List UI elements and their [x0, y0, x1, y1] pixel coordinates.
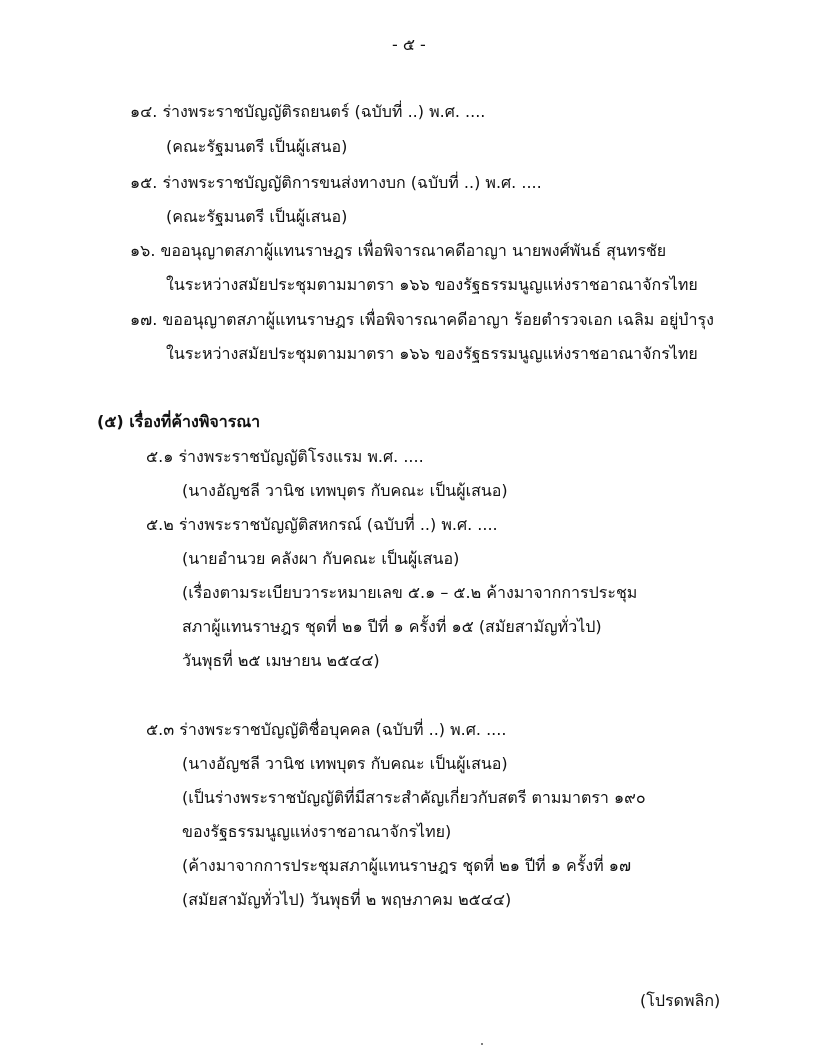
- agenda-item-17-title: ๑๗. ขออนุญาตสภาผู้แทนราษฎร เพื่อพิจารณาคดีอาญา ร้อยตำรวจเอก เฉลิม อยู่บำรุง: [130, 310, 714, 329]
- scan-mark: [481, 1043, 483, 1045]
- agenda-item-5-2-proposer: (นายอำนวย คลังผา กับคณะ เป็นผู้เสนอ): [182, 549, 460, 568]
- agenda-item-5-3-note-line-3: (ค้างมาจากการประชุมสภาผู้แทนราษฎร ชุดที่ ๒๑ ปีที่ ๑ ครั้งที่ ๑๗: [182, 856, 631, 875]
- agenda-item-5-3-proposer: (นางอัญชลี วานิช เทพบุตร กับคณะ เป็นผู้เสนอ): [182, 754, 508, 773]
- agenda-item-5-3-title: ๕.๓ ร่างพระราชบัญญัติชื่อบุคคล (ฉบับที่ ..) พ.ศ. ....: [146, 720, 507, 739]
- agenda-item-16-detail: ในระหว่างสมัยประชุมตามมาตรา ๑๖๖ ของรัฐธรรมนูญแห่งราชอาณาจักรไทย: [166, 275, 698, 294]
- agenda-item-5-2-title: ๕.๒ ร่างพระราชบัญญัติสหกรณ์ (ฉบับที่ ..) พ.ศ. ....: [146, 515, 498, 534]
- agenda-item-5-1-title: ๕.๑ ร่างพระราชบัญญัติโรงแรม พ.ศ. ....: [146, 447, 424, 466]
- agenda-item-5-2-note-line-2: สภาผู้แทนราษฎร ชุดที่ ๒๑ ปีที่ ๑ ครั้งที่ ๑๕ (สมัยสามัญทั่วไป): [182, 617, 602, 636]
- agenda-item-16-title: ๑๖. ขออนุญาตสภาผู้แทนราษฎร เพื่อพิจารณาคดีอาญา นายพงศ์พันธ์ สุนทรชัย: [130, 241, 667, 260]
- agenda-item-5-3-note-line-1: (เป็นร่างพระราชบัญญัติที่มีสาระสำคัญเกี่ยวกับสตรี ตามมาตรา ๑๙๐: [182, 788, 646, 807]
- agenda-item-5-3-note-line-2: ของรัฐธรรมนูญแห่งราชอาณาจักรไทย): [182, 822, 452, 841]
- agenda-item-17-detail: ในระหว่างสมัยประชุมตามมาตรา ๑๖๖ ของรัฐธรรมนูญแห่งราชอาณาจักรไทย: [166, 344, 698, 363]
- page-footer-continue: (โปรดพลิก): [640, 991, 721, 1010]
- agenda-item-5-3-note-line-4: (สมัยสามัญทั่วไป) วันพุธที่ ๒ พฤษภาคม ๒๕๔๔): [182, 890, 512, 909]
- agenda-item-5-2-note-line-1: (เรื่องตามระเบียบวาระหมายเลข ๕.๑ – ๕.๒ ค้างมาจากการประชุม: [182, 583, 638, 602]
- agenda-item-15-title: ๑๕. ร่างพระราชบัญญัติการขนส่งทางบก (ฉบับที่ ..) พ.ศ. ....: [130, 173, 542, 192]
- agenda-item-5-1-proposer: (นางอัญชลี วานิช เทพบุตร กับคณะ เป็นผู้เสนอ): [182, 481, 508, 500]
- agenda-item-5-2-note-line-3: วันพุธที่ ๒๕ เมษายน ๒๕๔๔): [182, 651, 380, 670]
- section-5-heading: (๕) เรื่องที่ค้างพิจารณา: [97, 412, 261, 431]
- agenda-item-14-proposer: (คณะรัฐมนตรี เป็นผู้เสนอ): [166, 137, 348, 156]
- agenda-item-15-proposer: (คณะรัฐมนตรี เป็นผู้เสนอ): [166, 207, 348, 226]
- agenda-item-14-title: ๑๔. ร่างพระราชบัญญัติรถยนตร์ (ฉบับที่ ..) พ.ศ. ....: [130, 102, 486, 121]
- page-number: - ๕ -: [392, 35, 426, 54]
